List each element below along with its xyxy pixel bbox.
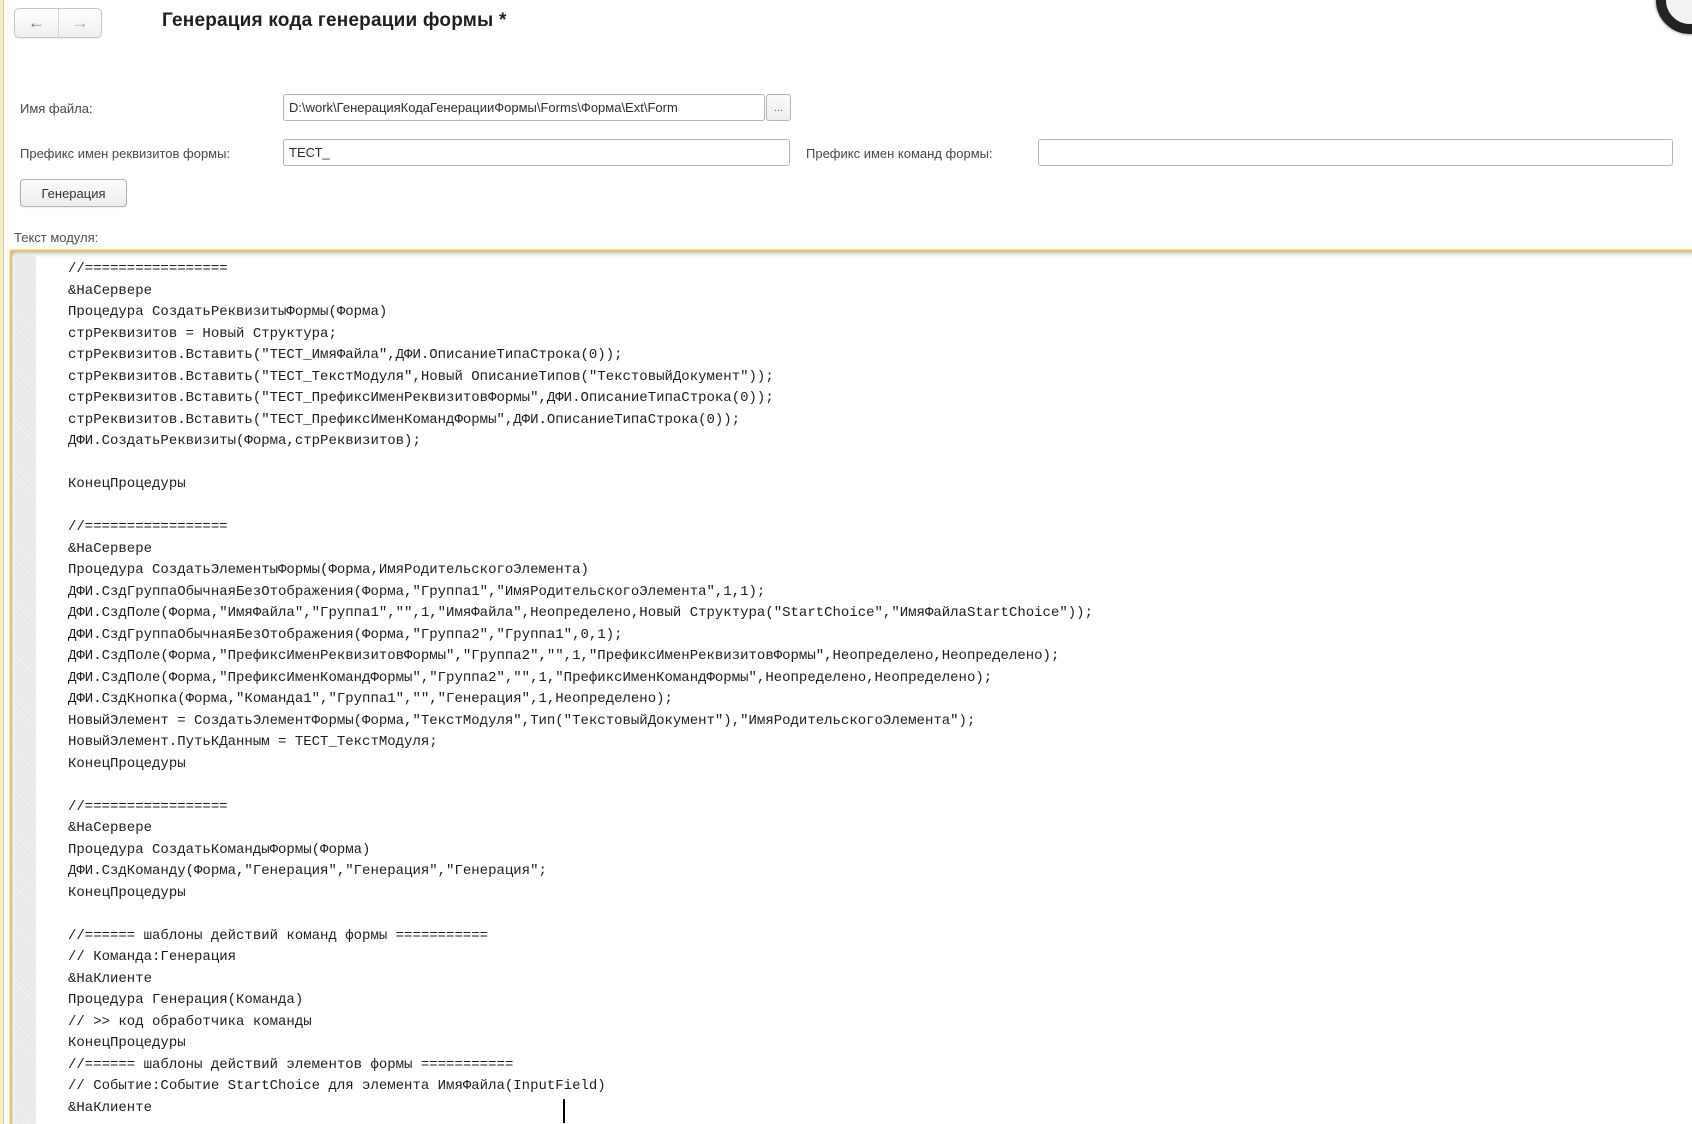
code-line: Процедура СоздатьКомандыФормы(Форма): [68, 841, 371, 858]
code-line: ДФИ.СздПоле(Форма,"ИмяФайла","Группа1","",1,"ИмяФайла",Неопределено,Новый Структура("StartChoice","ИмяФайлаStartChoice"));: [68, 605, 1093, 621]
code-line: КонецПроцедуры: [68, 884, 186, 901]
attr-prefix-label: Префикс имен реквизитов формы:: [20, 146, 231, 161]
code-line: &НаСервере: [68, 820, 153, 836]
code-line: //====== шаблоны действий элементов формы ===========: [68, 1056, 514, 1073]
cmd-prefix-input[interactable]: [1038, 139, 1673, 166]
code-line: // Событие:Событие StartChoice для элемента ИмяФайла(InputField): [68, 1078, 606, 1094]
code-line: [68, 904, 1692, 926]
code-line: стрРеквизитов.Вставить("ТЕСТ_ТекстМодуля",Новый ОписаниеТипов("ТекстовыйДокумент"));: [68, 368, 774, 385]
module-text-label: Текст модуля:: [14, 230, 99, 245]
code-line: КонецПроцедуры: [68, 1035, 186, 1051]
code-line: стрРеквизитов.Вставить("ТЕСТ_ПрефиксИменКомандФормы",ДФИ.ОписаниеТипаСтрока(0));: [68, 411, 741, 428]
code-line: КонецПроцедуры: [68, 476, 186, 492]
nav-button-group: [14, 8, 102, 38]
code-line: ДФИ.СздКнопка(Форма,"Команда1","Группа1","","Генерация",1,Неопределено);: [68, 691, 673, 707]
code-line: //=================: [68, 519, 228, 535]
page-title: Генерация кода генерации формы *: [162, 10, 507, 31]
module-code-editor[interactable]: [10, 250, 1692, 1124]
text-cursor: [563, 1099, 565, 1123]
code-line: // >> код обработчика команды: [68, 1013, 312, 1030]
code-line: стрРеквизитов.Вставить("ТЕСТ_ИмяФайла",ДФИ.ОписаниеТипаСтрока(0));: [68, 347, 623, 363]
code-line: стрРеквизитов.Вставить("ТЕСТ_ПрефиксИменРеквизитовФормы",ДФИ.ОписаниеТипаСтрока(0));: [68, 390, 774, 406]
module-code-text[interactable]: [68, 259, 1692, 1124]
forward-arrow-icon: →: [71, 13, 89, 32]
code-line: КонецПроцедуры: [68, 755, 186, 772]
code-line: //====== шаблоны действий команд формы ===========: [68, 927, 489, 944]
code-line: &НаКлиенте: [68, 970, 153, 987]
code-line: ДФИ.СздГруппаОбычнаяБезОтображения(Форма,"Группа1","ИмяРодительскогоЭлемента",1,1);: [68, 583, 766, 600]
code-line: &НаКлиенте: [68, 1099, 153, 1116]
attr-prefix-input[interactable]: [283, 139, 790, 166]
code-line: Процедура СоздатьЭлементыФормы(Форма,ИмяРодительскогоЭлемента): [68, 562, 589, 578]
code-line: ДФИ.СздПоле(Форма,"ПрефиксИменКомандФормы","Группа2","",1,"ПрефиксИменКомандФормы",Неопределено,Неопределено);: [68, 669, 993, 686]
code-line: [68, 453, 1692, 475]
back-button[interactable]: [15, 9, 58, 37]
code-line: // Команда:Генерация: [68, 949, 237, 965]
window-left-border: [0, 0, 4, 1124]
code-line: &НаСервере: [68, 540, 153, 557]
file-name-input[interactable]: [283, 94, 765, 121]
code-line: ДФИ.СоздатьРеквизиты(Форма,стрРеквизитов);: [68, 433, 421, 449]
cmd-prefix-label: Префикс имен команд формы:: [806, 146, 993, 161]
code-line: //=================: [68, 798, 228, 815]
corner-indicator-circle: [1656, 0, 1692, 34]
generate-button[interactable]: Генерация: [20, 179, 127, 207]
editor-gutter: [15, 255, 36, 1124]
code-line: ДФИ.СздКоманду(Форма,"Генерация","Генерация","Генерация";: [68, 863, 547, 879]
code-line: [68, 496, 1692, 518]
file-name-label: Имя файла:: [20, 101, 93, 116]
back-arrow-icon: ←: [28, 13, 45, 32]
code-line: &НаСервере: [68, 282, 153, 299]
code-line: НовыйЭлемент = СоздатьЭлементФормы(Форма,"ТекстМодуля",Тип("ТекстовыйДокумент"),"ИмяРодительскогоЭлемента");: [68, 712, 976, 729]
code-line: НовыйЭлемент.ПутьКДанным = ТЕСТ_ТекстМодуля;: [68, 734, 438, 750]
code-line: ДФИ.СздГруппаОбычнаяБезОтображения(Форма,"Группа2","Группа1",0,1);: [68, 626, 623, 643]
code-line: //=================: [68, 261, 228, 277]
code-line: Процедура Генерация(Команда): [68, 992, 304, 1008]
file-browse-button[interactable]: ...: [766, 94, 791, 121]
code-line: стрРеквизитов = Новый Структура;: [68, 325, 337, 342]
forward-button[interactable]: [58, 9, 101, 37]
code-line: Процедура СоздатьРеквизитыФормы(Форма): [68, 304, 388, 320]
code-line: [68, 775, 1692, 797]
code-line: ДФИ.СздПоле(Форма,"ПрефиксИменРеквизитовФормы","Группа2","",1,"ПрефиксИменРеквизитовФормы",Неопределено,Неопределено);: [68, 648, 1060, 664]
